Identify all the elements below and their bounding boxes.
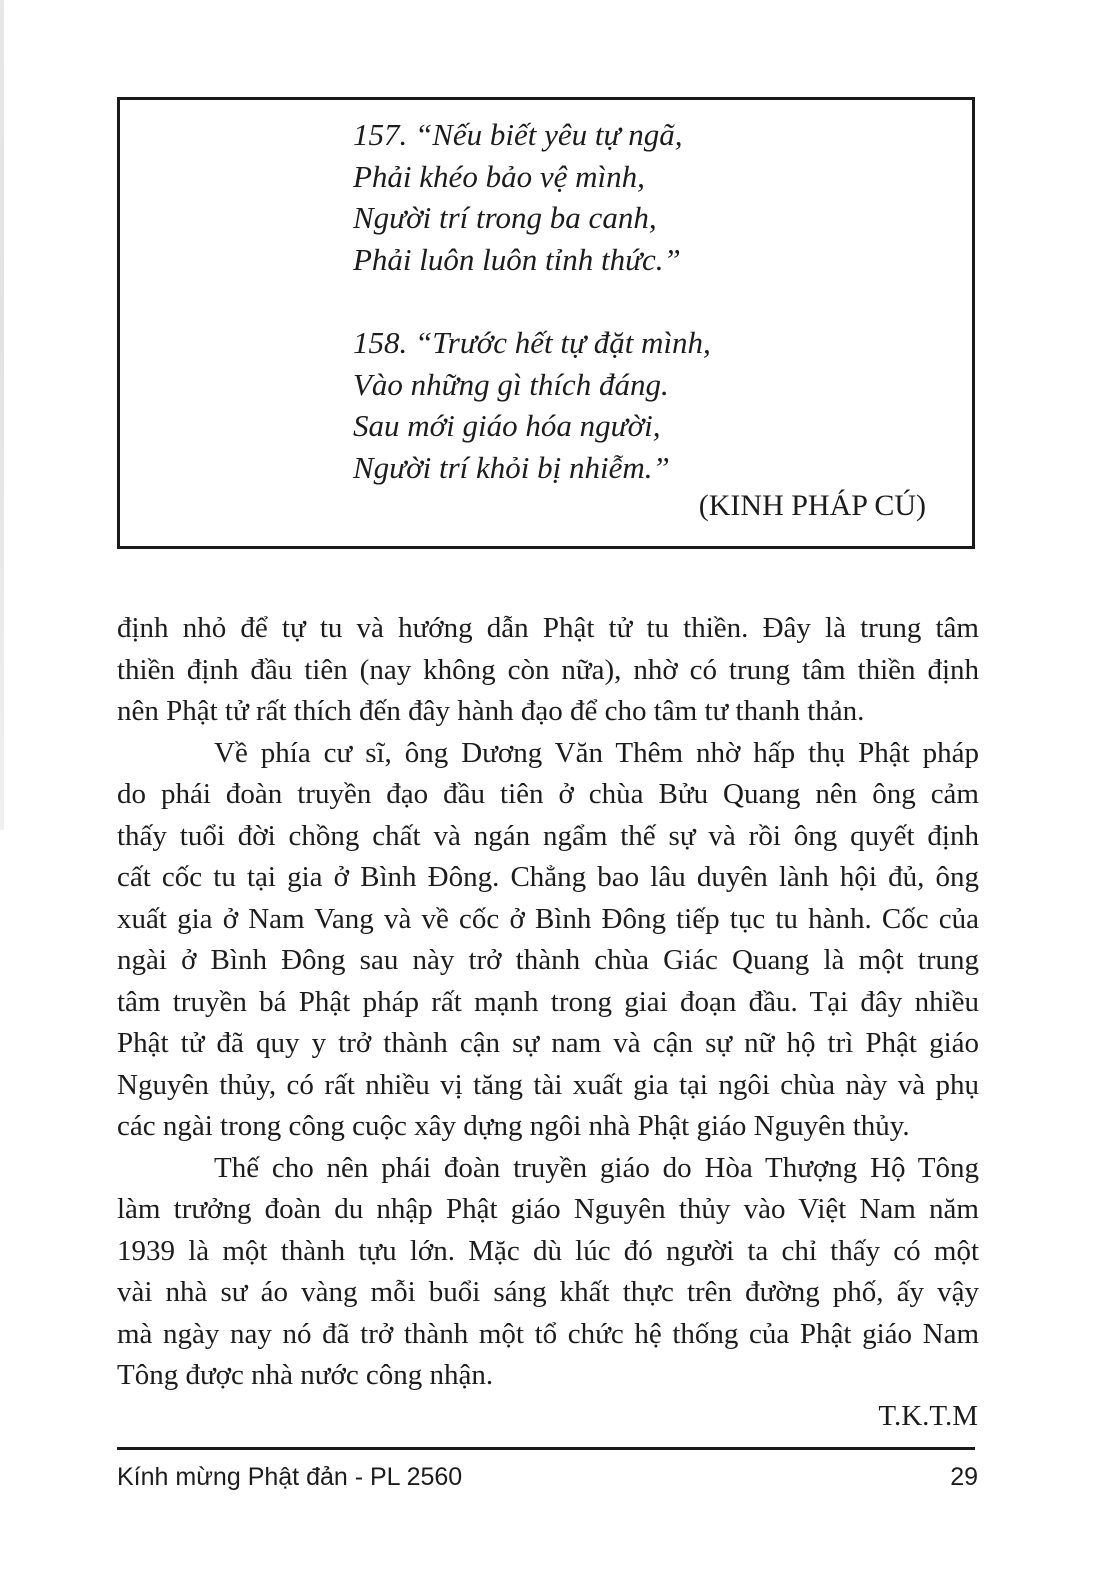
body-line: Nguyên thủy, có rất nhiều vị tăng tài xuất gia tại ngôi chùa này và phụ — [117, 1068, 979, 1101]
body-line: làm trưởng đoàn du nhập Phật giáo Nguyên thủy vào Việt Nam năm — [117, 1193, 979, 1225]
verse-line: Người trí khỏi bị nhiễm.” — [353, 449, 670, 485]
verse-stanza-158 — [353, 322, 711, 488]
verse-source: (KINH PHÁP CÚ) — [698, 489, 926, 522]
verse-box — [117, 97, 975, 549]
body-line: 1939 là một thành tựu lớn. Mặc dù lúc đó người ta chỉ thấy có một — [117, 1234, 979, 1267]
verse-stanza-157 — [353, 114, 682, 280]
page-edge-shadow — [0, 0, 4, 830]
body-line: nên Phật tử rất thích đến đây hành đạo để cho tâm tư thanh thản. — [117, 695, 865, 727]
page-number: 29 — [950, 1463, 978, 1491]
body-line: Phật tử đã quy y trở thành cận sự nam và cận sự nữ hộ trì Phật giáo — [117, 1027, 979, 1059]
body-line: ngài ở Bình Đông sau này trở thành chùa Giác Quang là một trung — [117, 944, 979, 976]
body-line: do phái đoàn truyền đạo đầu tiên ở chùa Bửu Quang nên ông cảm — [117, 778, 979, 810]
body-line: xuất gia ở Nam Vang và về cốc ở Bình Đông tiếp tục tu hành. Cốc của — [117, 902, 979, 935]
footer-title: Kính mừng Phật đản - PL 2560 — [117, 1463, 463, 1491]
body-line: thiền định đầu tiên (nay không còn nữa), nhờ có trung tâm thiền định — [117, 653, 979, 686]
verse-line: Phải luôn luôn tỉnh thức.” — [353, 241, 681, 277]
body-line: cất cốc tu tại gia ở Bình Đông. Chẳng bao lâu duyên lành hội đủ, ông — [117, 861, 979, 893]
body-line: Tông được nhà nước công nhận. — [117, 1359, 494, 1391]
verse-line: Sau mới giáo hóa người, — [353, 408, 661, 443]
verse-line: 158. “Trước hết tự đặt mình, — [353, 325, 711, 360]
body-line: Về phía cư sĩ, ông Dương Văn Thêm nhờ hấp thụ Phật pháp — [214, 736, 979, 769]
body-line: Thế cho nên phái đoàn truyền giáo do Hòa Thượng Hộ Tông — [214, 1151, 979, 1184]
verse-line: Người trí trong ba canh, — [353, 200, 657, 235]
body-line: các ngài trong công cuộc xây dựng ngôi nhà Phật giáo Nguyên thủy. — [117, 1110, 910, 1142]
body-line: định nhỏ để tự tu và hướng dẫn Phật tử tu thiền. Đây là trung tâm — [117, 612, 979, 644]
verse-line: Vào những gì thích đáng. — [353, 366, 669, 402]
body-line: tâm truyền bá Phật pháp rất mạnh trong giai đoạn đầu. Tại đây nhiều — [117, 985, 979, 1018]
verse-line: Phải khéo bảo vệ mình, — [353, 158, 645, 194]
author-signature: T.K.T.M — [878, 1400, 978, 1432]
body-text — [117, 608, 979, 1397]
body-line: mà ngày nay nó đã trở thành một tổ chức hệ thống của Phật giáo Nam — [117, 1317, 979, 1350]
verse-line: 157. “Nếu biết yêu tự ngã, — [353, 117, 683, 152]
footer-divider — [117, 1447, 975, 1450]
body-line: thấy tuổi đời chồng chất và ngán ngẩm thế sự và rồi ông quyết định — [117, 819, 979, 852]
body-line: vài nhà sư áo vàng mỗi buổi sáng khất thực trên đường phố, ấy vậy — [117, 1276, 979, 1308]
